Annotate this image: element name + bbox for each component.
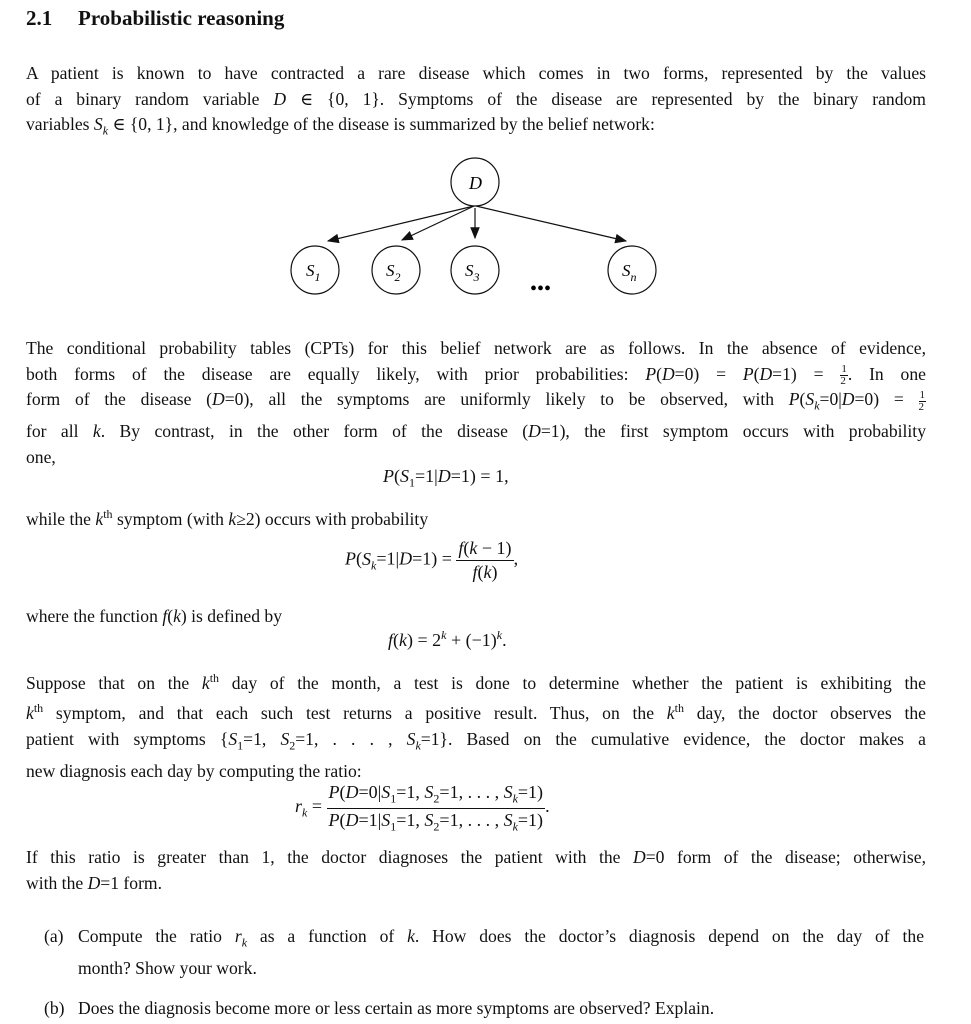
suppose-line-4: new diagnosis each day by computing the ratio: [26,760,362,781]
suppose-paragraph [26,666,926,784]
node-sn-label: $S_n$ [622,261,637,284]
equation-2-tail: , [513,548,519,569]
equation-4-tail: . [545,796,550,817]
suppose-line-2: $k^{th}$ symptom, and that each such test returns a positive result. Thus, on the $k^{th}$ day, the doctor observes the [26,701,926,724]
section-heading [26,6,284,31]
cpt-line-1: The conditional probability tables (CPTs) for this belief network are as follows. In the absence of evidence, [26,338,926,358]
edge-d-s2 [402,206,474,240]
cpt-line-4: for all k. By contrast, in the other form of the disease (D=1), the first symptom occurs with probability [26,421,926,442]
cpt-line-2: both forms of the disease are equally likely, with prior probabilities: P(D=0) = P(D=1) = $\frac{1}{2}$ . In one [26,363,926,388]
node-s1-label: $S_1$ [306,261,321,284]
question-b-text: Does the diagnosis become more or less certain as more symptoms are observed? Explain. [78,997,715,1018]
question-a-label: (a) [44,926,64,946]
ifratio-paragraph [26,845,926,896]
node-s3-label: $S_3$ [465,261,480,284]
suppose-line-3: patient with symptoms {$S_1=1$, $S_2=1$, . . . , $S_k=1$}. Based on the cumulative evidence, the doctor makes a [26,728,926,753]
equation-4-fraction: $\frac{P(D=0|S_1=1, S_2=1, . . . , S_k=1)}{P(D=1|S_1=1, S_2=1, . . . , S_k=1)}$ [328,782,544,834]
question-b [44,996,924,1022]
question-list [44,924,924,1021]
node-s2-label: $S_2$ [386,261,401,284]
where-text: where the function f(k) is defined by [26,606,283,626]
question-a: (a) Compute the ratio $r_k$ as a function of k. How does the doctor’s diagnosis depend on the day of the month? Show your work. [44,926,925,979]
suppose-line-1: Suppose that on the $k^{th}$ day of the month, a test is done to determine whether the patient is exhibiting the [26,671,926,693]
equation-2-fraction: $\frac{f(k - 1)}{f(k)}$ [458,538,512,582]
intro-line-1: A patient is known to have contracted a rare disease which comes in two forms, represented by the values [26,63,926,83]
edge-d-sn [476,206,626,241]
equation-3: $f(k) = 2^k + (-1)^k$. [388,628,507,650]
cpt-line-3: form of the disease (D=0), all the symptoms are uniformly likely to be observed, with $P(S_k=0|D=0)$ = $\frac{1}{2}$ [26,389,925,414]
cpt-paragraph [26,336,926,470]
ifratio-line-2: with the D=1 form. [26,872,163,893]
ellipsis: ••• [530,278,552,300]
cpt-line-5: one, [26,446,56,467]
belief-network-diagram [280,150,700,300]
equation-1: $P(S_1=1|D=1) = 1$, [383,466,509,490]
section-number: 2.1 [26,6,53,30]
equation-4: $r_k$ = $\frac{P(D=0|S_1=1, S_2=1, . . . , S_k=1)}{P(D=1|S_1=1, S_2=1, . . . , S_k=1)}$ . [295,782,550,834]
node-d-label: D [469,173,482,193]
intro-line-3: variables $S_k$ ∈ {0, 1}, and knowledge of the disease is summarized by the belief network: [26,114,655,138]
while-text: while the $k^{th}$ symptom (with k≥2) occurs with probability [26,507,429,529]
ifratio-line-1: If this ratio is greater than 1, the doctor diagnoses the patient with the D=0 form of the disease; otherwise, [26,847,926,867]
question-b-label: (b) [44,997,65,1018]
intro-line-2: of a binary random variable D ∈ {0, 1}. Symptoms of the disease are represented by the binary random [26,88,926,109]
section-title: Probabilistic reasoning [78,6,285,30]
edge-d-s1 [328,206,474,241]
intro-paragraph [26,61,926,144]
equation-2: $P(S_k=1|D=1)$ = $\frac{f(k - 1)}{f(k)}$ , [345,538,519,582]
